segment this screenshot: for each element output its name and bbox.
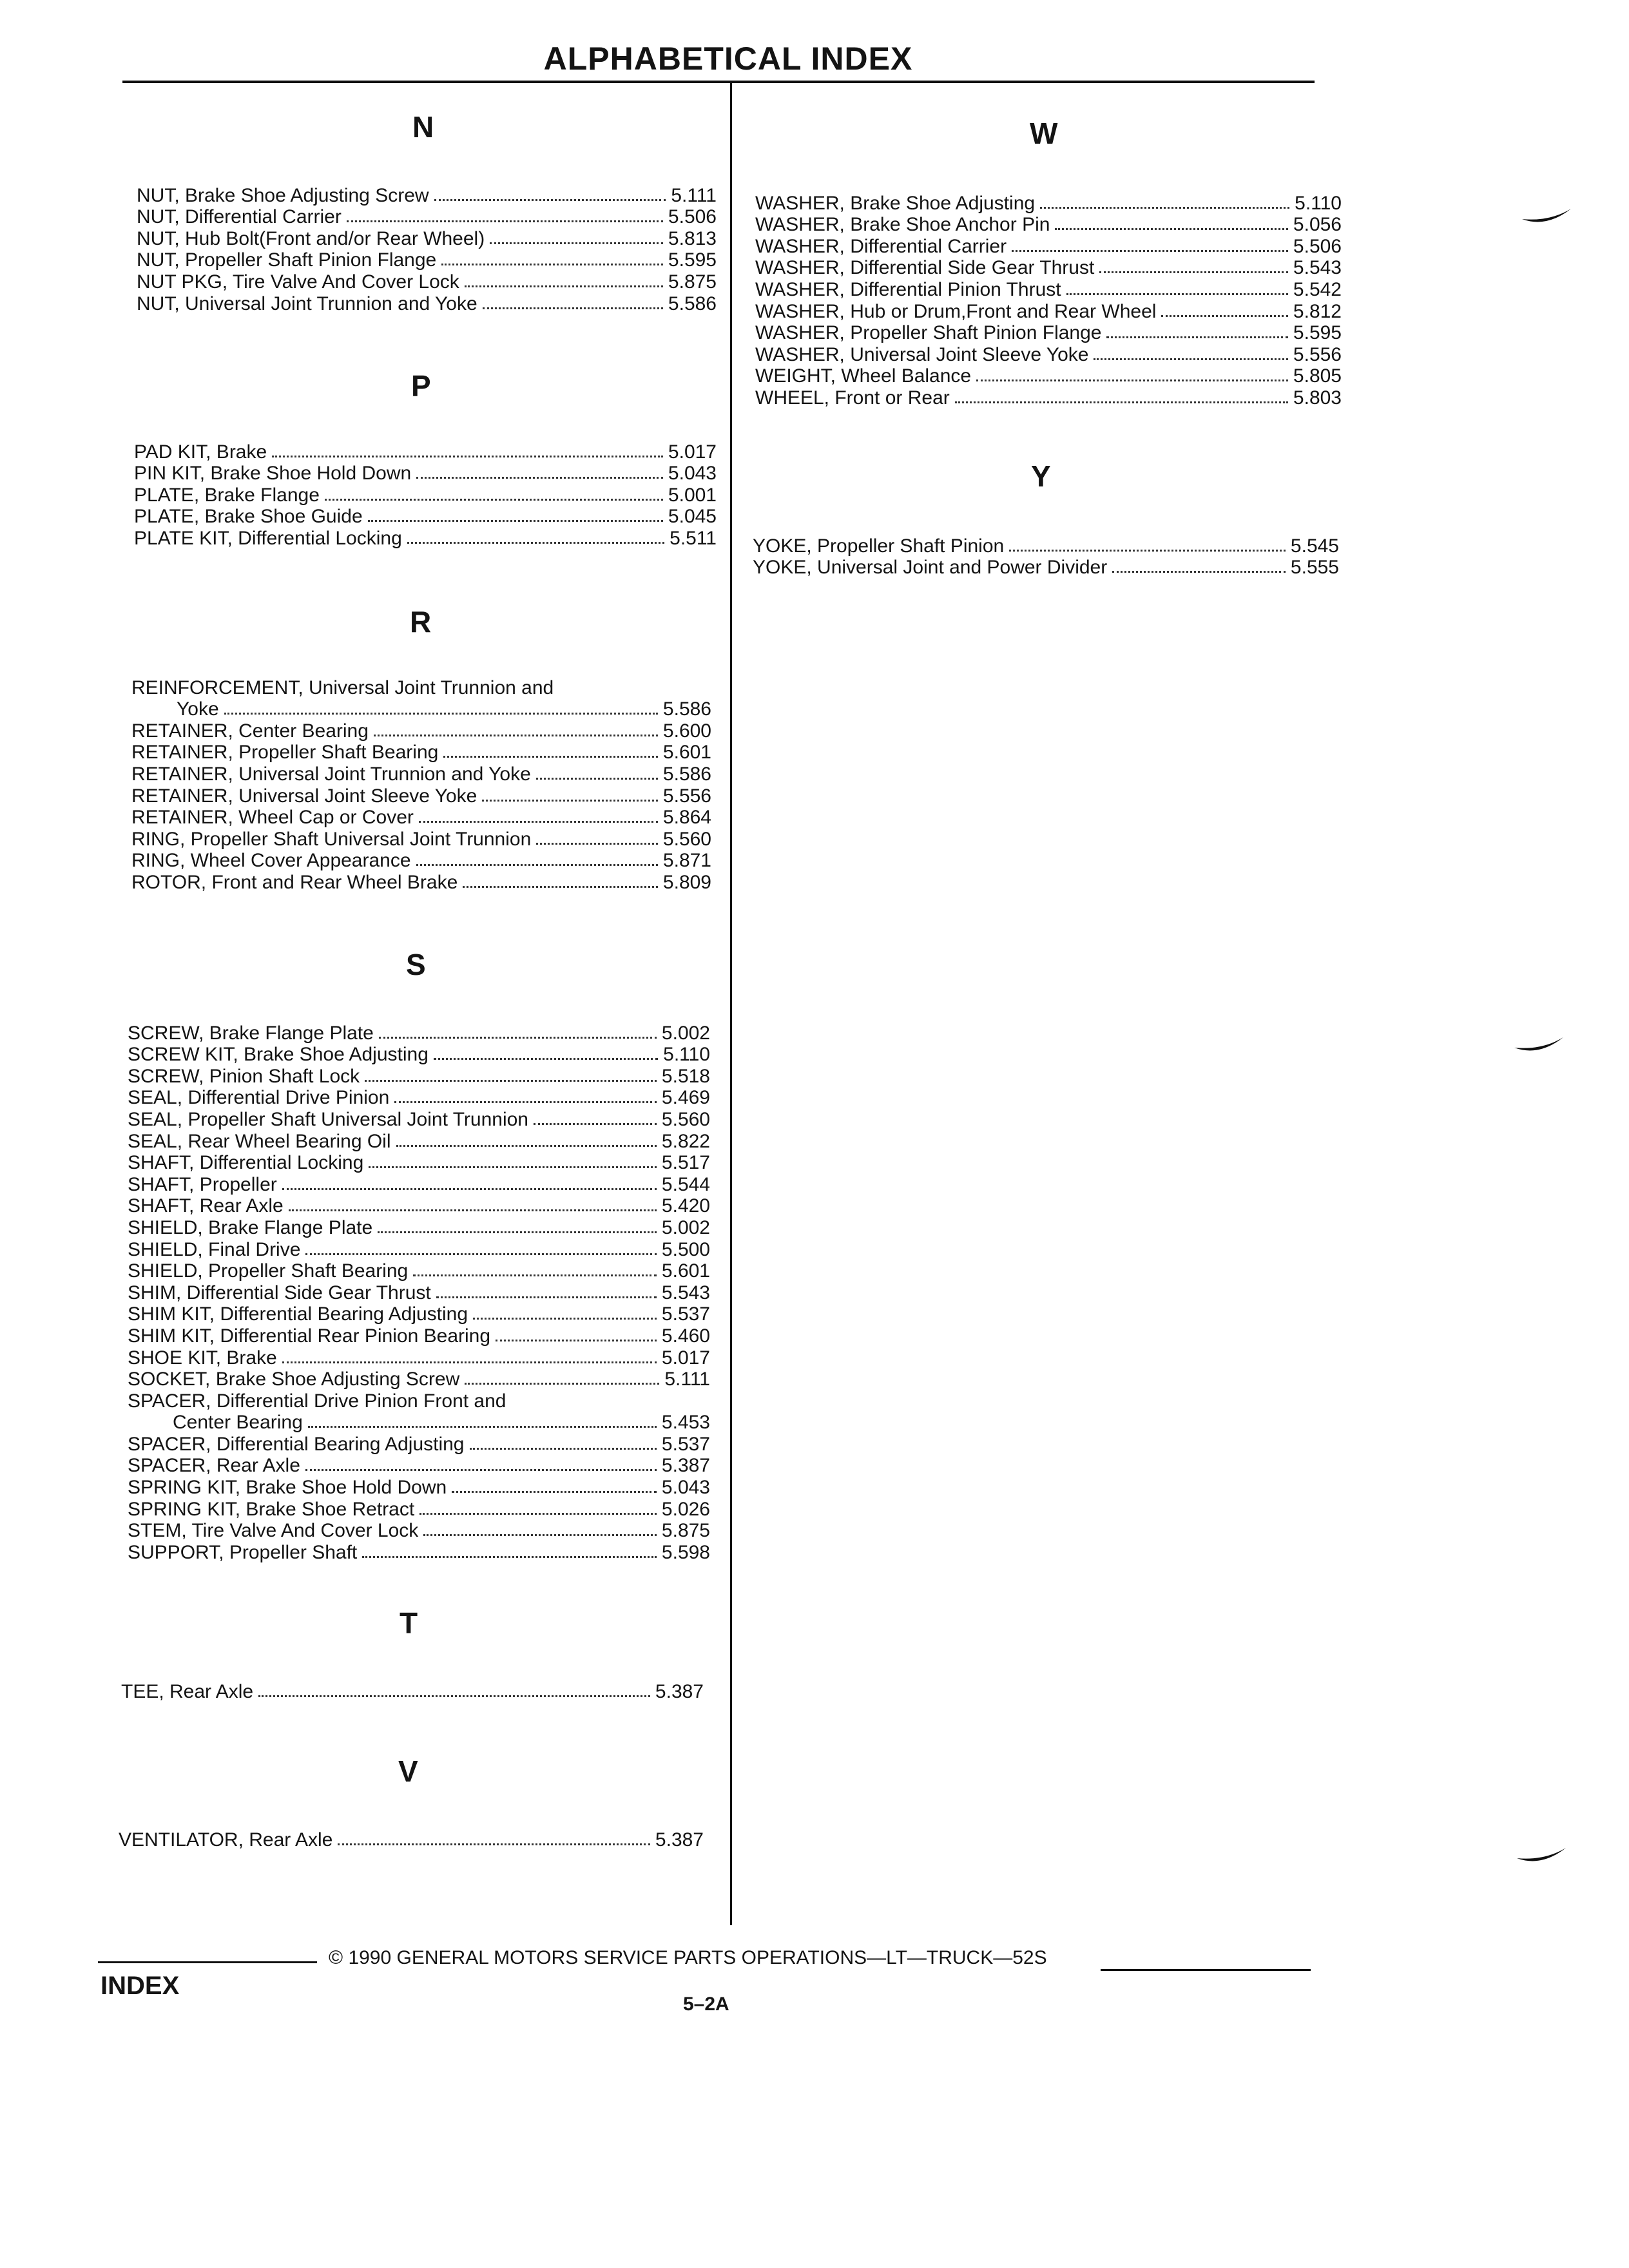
entry-name-continuation: Yoke xyxy=(177,698,219,720)
entry-page-ref: 5.586 xyxy=(668,293,717,314)
index-entry xyxy=(128,1238,710,1260)
index-entry xyxy=(128,1044,710,1066)
entry-page-ref: 5.542 xyxy=(1293,278,1342,300)
entry-name: RING, Wheel Cover Appearance xyxy=(131,850,411,872)
index-entry xyxy=(128,1347,710,1369)
entry-name: SCREW, Brake Flange Plate xyxy=(128,1022,374,1044)
index-entry xyxy=(128,1282,710,1303)
dot-leader xyxy=(282,1188,657,1190)
section-letter-y: Y xyxy=(1031,459,1051,493)
dot-leader xyxy=(419,1513,657,1515)
dot-leader xyxy=(976,380,1288,381)
entry-page-ref: 5.506 xyxy=(1293,235,1342,257)
entry-page-ref: 5.864 xyxy=(662,807,711,829)
dot-leader xyxy=(282,1361,657,1363)
dot-leader xyxy=(394,1101,657,1103)
entry-name: WASHER, Propeller Shaft Pinion Flange xyxy=(755,322,1102,344)
entry-page-ref: 5.556 xyxy=(1293,343,1342,365)
index-entry xyxy=(128,1520,710,1542)
index-entry xyxy=(121,1680,704,1702)
scan-mark-icon xyxy=(1513,1036,1565,1055)
entry-name: WASHER, Differential Side Gear Thrust xyxy=(755,257,1095,279)
index-entry xyxy=(137,249,717,271)
entry-name: NUT, Hub Bolt(Front and/or Rear Wheel) xyxy=(137,227,485,249)
entry-name xyxy=(131,698,219,720)
dot-leader xyxy=(452,1491,657,1493)
index-entry xyxy=(137,293,717,314)
dot-leader xyxy=(308,1426,657,1428)
scan-mark-icon xyxy=(1516,1847,1567,1866)
dot-leader xyxy=(441,264,663,265)
dot-leader xyxy=(369,1166,657,1168)
index-entry xyxy=(753,557,1339,579)
entry-name: WASHER, Universal Joint Sleeve Yoke xyxy=(755,343,1089,365)
entry-name: SUPPORT, Propeller Shaft xyxy=(128,1541,358,1563)
entry-page-ref: 5.026 xyxy=(661,1498,710,1520)
index-entry xyxy=(128,1195,710,1217)
entry-page-ref: 5.506 xyxy=(668,206,717,228)
index-entry xyxy=(128,1369,710,1390)
dot-leader xyxy=(305,1469,657,1471)
section-r-entries xyxy=(131,677,711,893)
entry-name: SHIM KIT, Differential Rear Pinion Bearing xyxy=(128,1325,491,1347)
dot-leader xyxy=(536,778,658,780)
index-entry xyxy=(134,484,717,506)
entry-page-ref: 5.805 xyxy=(1293,365,1342,387)
entry-page-ref: 5.813 xyxy=(668,227,717,249)
section-w-entries xyxy=(755,192,1342,408)
entry-name: RETAINER, Universal Joint Trunnion and Yoke xyxy=(131,763,531,785)
entry-page-ref: 5.555 xyxy=(1290,557,1339,579)
entry-name: WASHER, Differential Pinion Thrust xyxy=(755,278,1061,300)
entry-name: SPRING KIT, Brake Shoe Hold Down xyxy=(128,1477,447,1499)
entry-page-ref: 5.111 xyxy=(671,184,717,206)
index-entry xyxy=(128,1152,710,1174)
index-entry xyxy=(753,535,1339,557)
dot-leader xyxy=(305,1253,657,1255)
dot-leader xyxy=(1112,571,1286,573)
index-entry xyxy=(131,850,711,872)
header-rule xyxy=(122,81,1315,83)
section-s-entries xyxy=(128,1022,710,1563)
dot-leader xyxy=(1040,207,1289,209)
entry-name: PIN KIT, Brake Shoe Hold Down xyxy=(134,463,412,485)
entry-name: RING, Propeller Shaft Universal Joint Trunnion xyxy=(131,828,532,850)
dot-leader xyxy=(1066,293,1288,295)
entry-page-ref: 5.875 xyxy=(668,271,717,293)
entry-page-ref: 5.875 xyxy=(661,1520,710,1542)
footer-copyright: © 1990 GENERAL MOTORS SERVICE PARTS OPERATIONS—LT—TRUCK—52S xyxy=(329,1947,1047,1968)
entry-name: WHEEL, Front or Rear xyxy=(755,387,950,408)
footer-rule-left xyxy=(98,1961,317,1963)
dot-leader xyxy=(272,456,663,457)
section-letter-p: P xyxy=(411,369,431,403)
footer-page-number: 5–2A xyxy=(683,1994,729,2015)
entry-page-ref: 5.387 xyxy=(655,1680,704,1702)
entry-page-ref: 5.545 xyxy=(1290,535,1339,557)
entry-name: NUT, Differential Carrier xyxy=(137,206,342,228)
entry-name: PLATE, Brake Shoe Guide xyxy=(134,506,363,528)
index-entry xyxy=(755,387,1342,408)
index-entry xyxy=(131,785,711,807)
entry-name: RETAINER, Wheel Cap or Cover xyxy=(131,807,414,829)
entry-name: REINFORCEMENT, Universal Joint Trunnion and xyxy=(131,677,554,698)
index-entry xyxy=(128,1260,710,1282)
dot-leader xyxy=(224,713,658,715)
dot-leader xyxy=(536,843,658,845)
entry-name: PLATE KIT, Differential Locking xyxy=(134,527,402,549)
entry-page-ref: 5.469 xyxy=(661,1087,710,1109)
dot-leader xyxy=(434,1058,658,1060)
index-entry xyxy=(131,871,711,893)
index-entry xyxy=(128,1541,710,1563)
entry-page-ref: 5.017 xyxy=(668,441,717,463)
entry-page-ref: 5.586 xyxy=(662,763,711,785)
entry-page-ref: 5.601 xyxy=(661,1260,710,1282)
dot-leader xyxy=(289,1209,657,1211)
index-entry xyxy=(137,206,717,228)
index-entry xyxy=(128,1455,710,1477)
index-entry xyxy=(134,441,717,463)
index-entry xyxy=(755,300,1342,322)
entry-name: SCREW KIT, Brake Shoe Adjusting xyxy=(128,1044,429,1066)
entry-page-ref: 5.560 xyxy=(661,1108,710,1130)
dot-leader xyxy=(416,477,663,479)
entry-page-ref: 5.871 xyxy=(662,850,711,872)
entry-name: VENTILATOR, Rear Axle xyxy=(119,1829,333,1850)
index-entry xyxy=(755,322,1342,344)
index-entry xyxy=(137,227,717,249)
entry-page-ref: 5.586 xyxy=(662,698,711,720)
entry-page-ref: 5.537 xyxy=(661,1303,710,1325)
entry-page-ref: 5.002 xyxy=(661,1022,710,1044)
entry-page-ref: 5.002 xyxy=(661,1216,710,1238)
dot-leader xyxy=(490,242,663,244)
entry-page-ref: 5.045 xyxy=(668,506,717,528)
dot-leader xyxy=(483,307,663,309)
entry-page-ref: 5.600 xyxy=(662,720,711,742)
dot-leader xyxy=(482,800,658,802)
dot-leader xyxy=(1106,336,1287,338)
entry-name: RETAINER, Universal Joint Sleeve Yoke xyxy=(131,785,477,807)
dot-leader xyxy=(465,285,663,287)
dot-leader xyxy=(396,1145,657,1147)
dot-leader xyxy=(378,1231,657,1233)
entry-page-ref: 5.517 xyxy=(661,1152,710,1174)
entry-page-ref: 5.110 xyxy=(663,1044,710,1066)
dot-leader xyxy=(325,499,663,501)
index-entry xyxy=(755,278,1342,300)
entry-name: SHAFT, Differential Locking xyxy=(128,1152,364,1174)
index-entry xyxy=(128,1087,710,1109)
dot-leader xyxy=(473,1318,657,1320)
dot-leader xyxy=(465,1383,659,1385)
entry-page-ref: 5.420 xyxy=(661,1195,710,1217)
dot-leader xyxy=(434,199,666,201)
entry-name: WASHER, Brake Shoe Adjusting xyxy=(755,192,1036,214)
dot-leader xyxy=(258,1695,650,1697)
dot-leader xyxy=(1094,358,1287,360)
index-entry xyxy=(128,1412,710,1434)
index-entry xyxy=(137,184,717,206)
index-entry xyxy=(128,1108,710,1130)
dot-leader xyxy=(416,864,658,866)
dot-leader xyxy=(534,1123,657,1125)
entry-name: SPACER, Rear Axle xyxy=(128,1455,300,1477)
index-entry xyxy=(137,271,717,293)
entry-name: WASHER, Brake Shoe Anchor Pin xyxy=(755,214,1050,236)
entry-page-ref: 5.595 xyxy=(668,249,717,271)
index-entry xyxy=(119,1829,704,1850)
entry-page-ref: 5.809 xyxy=(662,871,711,893)
index-entry xyxy=(134,463,717,485)
footer-section-label: INDEX xyxy=(101,1972,180,2000)
entry-name: SPRING KIT, Brake Shoe Retract xyxy=(128,1498,415,1520)
entry-page-ref: 5.822 xyxy=(661,1130,710,1152)
entry-name: SOCKET, Brake Shoe Adjusting Screw xyxy=(128,1369,460,1390)
entry-page-ref: 5.387 xyxy=(655,1829,704,1850)
index-entry xyxy=(128,1498,710,1520)
index-entry xyxy=(128,1065,710,1087)
section-letter-w: W xyxy=(1030,117,1058,150)
entry-page-ref: 5.460 xyxy=(661,1325,710,1347)
entry-page-ref: 5.601 xyxy=(662,742,711,764)
entry-name: YOKE, Propeller Shaft Pinion xyxy=(753,535,1005,557)
entry-name xyxy=(128,1412,303,1433)
entry-name: STEM, Tire Valve And Cover Lock xyxy=(128,1520,419,1542)
entry-name: NUT PKG, Tire Valve And Cover Lock xyxy=(137,271,459,293)
entry-page-ref: 5.511 xyxy=(670,527,717,549)
entry-page-ref: 5.543 xyxy=(1293,257,1342,279)
dot-leader xyxy=(423,1534,657,1536)
dot-leader xyxy=(365,1080,657,1082)
index-entry xyxy=(134,506,717,528)
index-entry xyxy=(131,828,711,850)
scan-mark-icon xyxy=(1521,207,1572,227)
dot-leader xyxy=(496,1340,657,1341)
index-entry xyxy=(131,742,711,764)
dot-leader xyxy=(955,401,1288,403)
column-divider xyxy=(730,82,732,1925)
dot-leader xyxy=(419,821,658,823)
dot-leader xyxy=(470,1448,657,1450)
entry-page-ref: 5.812 xyxy=(1293,300,1342,322)
section-letter-s: S xyxy=(406,948,426,981)
entry-name: SCREW, Pinion Shaft Lock xyxy=(128,1065,360,1087)
section-p-entries xyxy=(134,441,717,549)
index-entry xyxy=(755,235,1342,257)
index-entry xyxy=(755,214,1342,236)
entry-name: SEAL, Differential Drive Pinion xyxy=(128,1087,390,1109)
index-entry xyxy=(128,1390,710,1412)
index-entry xyxy=(131,720,711,742)
index-entry xyxy=(128,1130,710,1152)
entry-name: SHIELD, Propeller Shaft Bearing xyxy=(128,1260,409,1282)
entry-page-ref: 5.453 xyxy=(661,1412,710,1434)
entry-name: WEIGHT, Wheel Balance xyxy=(755,365,972,387)
entry-page-ref: 5.560 xyxy=(662,828,711,850)
dot-leader xyxy=(436,1296,657,1298)
entry-name: SEAL, Propeller Shaft Universal Joint Trunnion xyxy=(128,1108,528,1130)
index-entry xyxy=(755,343,1342,365)
dot-leader xyxy=(1055,228,1287,230)
footer-rule-right xyxy=(1101,1969,1311,1971)
entry-name: SPACER, Differential Bearing Adjusting xyxy=(128,1433,465,1455)
entry-name: SHAFT, Rear Axle xyxy=(128,1195,284,1217)
entry-page-ref: 5.556 xyxy=(662,785,711,807)
entry-page-ref: 5.543 xyxy=(661,1282,710,1303)
entry-name: WASHER, Hub or Drum,Front and Rear Wheel xyxy=(755,300,1157,322)
entry-page-ref: 5.387 xyxy=(661,1455,710,1477)
dot-leader xyxy=(379,1037,657,1039)
dot-leader xyxy=(362,1556,657,1558)
section-v-entries xyxy=(119,1829,704,1850)
entry-page-ref: 5.537 xyxy=(661,1433,710,1455)
entry-name: ROTOR, Front and Rear Wheel Brake xyxy=(131,871,458,893)
index-entry xyxy=(128,1173,710,1195)
entry-name: WASHER, Differential Carrier xyxy=(755,235,1007,257)
entry-page-ref: 5.544 xyxy=(661,1173,710,1195)
entry-name: RETAINER, Propeller Shaft Bearing xyxy=(131,742,439,764)
entry-name: NUT, Universal Joint Trunnion and Yoke xyxy=(137,293,477,314)
entry-page-ref: 5.500 xyxy=(661,1238,710,1260)
dot-leader xyxy=(1099,271,1288,273)
index-entry xyxy=(131,763,711,785)
dot-leader xyxy=(374,735,658,736)
section-letter-t: T xyxy=(400,1606,418,1640)
dot-leader xyxy=(347,220,663,222)
index-entry xyxy=(131,698,711,720)
index-entry xyxy=(131,807,711,829)
index-entry xyxy=(128,1216,710,1238)
entry-name: PLATE, Brake Flange xyxy=(134,484,320,506)
entry-page-ref: 5.598 xyxy=(661,1541,710,1563)
section-t-entries xyxy=(121,1680,704,1702)
entry-page-ref: 5.056 xyxy=(1293,214,1342,236)
dot-leader xyxy=(368,520,663,522)
index-entry xyxy=(755,257,1342,279)
index-entry xyxy=(134,527,717,549)
entry-page-ref: 5.518 xyxy=(661,1065,710,1087)
index-entry xyxy=(755,365,1342,387)
entry-name: SHAFT, Propeller xyxy=(128,1173,277,1195)
dot-leader xyxy=(407,542,664,544)
entry-name: SHOE KIT, Brake xyxy=(128,1347,277,1369)
entry-name: PAD KIT, Brake xyxy=(134,441,267,463)
entry-name: SPACER, Differential Drive Pinion Front and xyxy=(128,1390,506,1412)
entry-name: NUT, Brake Shoe Adjusting Screw xyxy=(137,184,429,206)
dot-leader xyxy=(338,1843,650,1845)
dot-leader xyxy=(1161,315,1288,317)
entry-page-ref: 5.595 xyxy=(1293,322,1342,344)
entry-page-ref: 5.017 xyxy=(661,1347,710,1369)
entry-name: NUT, Propeller Shaft Pinion Flange xyxy=(137,249,437,271)
dot-leader xyxy=(463,886,658,888)
entry-name: SHIM KIT, Differential Bearing Adjusting xyxy=(128,1303,468,1325)
section-letter-v: V xyxy=(398,1754,418,1788)
index-entry xyxy=(128,1022,710,1044)
entry-name: YOKE, Universal Joint and Power Divider xyxy=(753,557,1108,579)
index-entry xyxy=(131,677,711,698)
entry-page-ref: 5.110 xyxy=(1295,192,1342,214)
index-entry xyxy=(128,1303,710,1325)
entry-name: SHIELD, Final Drive xyxy=(128,1238,301,1260)
index-entry xyxy=(755,192,1342,214)
dot-leader xyxy=(1009,550,1286,552)
entry-name: SHIM, Differential Side Gear Thrust xyxy=(128,1282,431,1303)
entry-page-ref: 5.111 xyxy=(664,1369,710,1390)
section-letter-r: R xyxy=(410,605,432,639)
entry-name-continuation: Center Bearing xyxy=(173,1412,303,1434)
entry-name: SHIELD, Brake Flange Plate xyxy=(128,1216,373,1238)
dot-leader xyxy=(443,756,658,758)
page-title: ALPHABETICAL INDEX xyxy=(543,41,913,77)
entry-page-ref: 5.803 xyxy=(1293,387,1342,408)
entry-page-ref: 5.001 xyxy=(668,484,717,506)
dot-leader xyxy=(1012,250,1288,252)
entry-page-ref: 5.043 xyxy=(668,463,717,485)
entry-name: SEAL, Rear Wheel Bearing Oil xyxy=(128,1130,391,1152)
section-y-entries xyxy=(753,535,1339,578)
index-entry xyxy=(128,1433,710,1455)
dot-leader xyxy=(413,1274,657,1276)
entry-page-ref: 5.043 xyxy=(661,1477,710,1499)
entry-name: RETAINER, Center Bearing xyxy=(131,720,369,742)
section-n-entries xyxy=(137,184,717,314)
section-letter-n: N xyxy=(412,110,434,144)
entry-name: TEE, Rear Axle xyxy=(121,1680,254,1702)
index-entry xyxy=(128,1325,710,1347)
index-entry xyxy=(128,1476,710,1498)
